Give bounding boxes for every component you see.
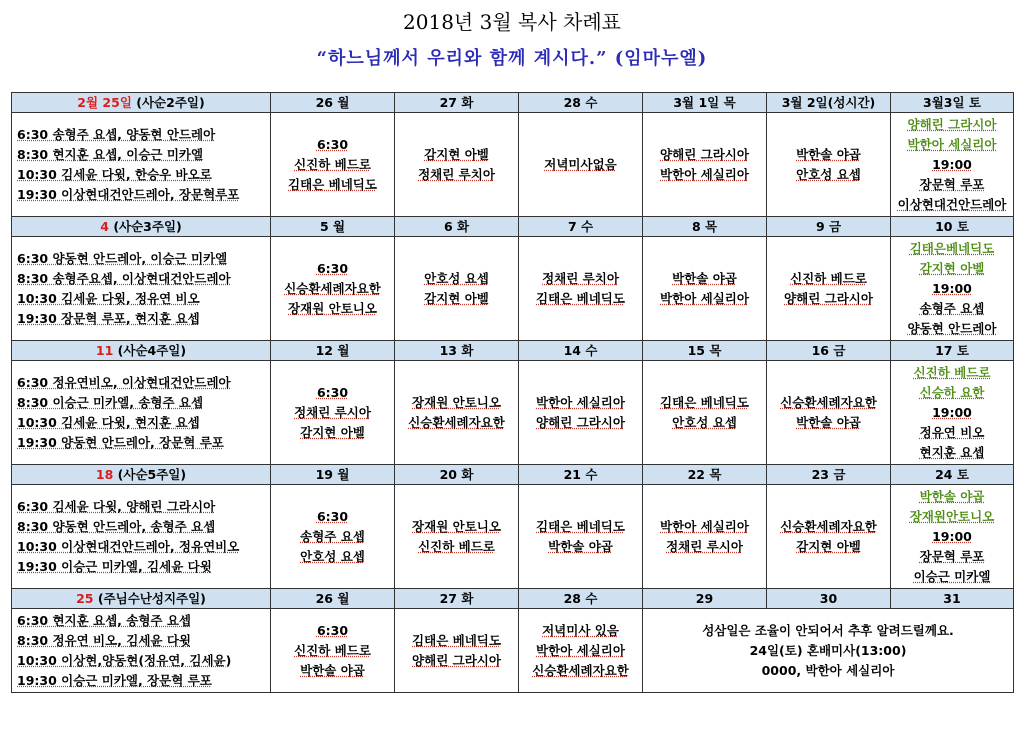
cell-line: 19:30 양동현 안드레아, 장문혁 루포	[17, 434, 224, 450]
cell-line: 19:00	[932, 156, 972, 172]
sunday-date: 25	[76, 590, 94, 606]
day-assignments-thu	[643, 361, 767, 465]
sunday-date: 4	[100, 218, 109, 234]
cell-line: 신승환세례자요한	[532, 662, 629, 678]
cell-line: 신승환세례자요한	[408, 414, 505, 430]
cell-line: 6:30 양동현 안드레아, 이승근 미카엘	[17, 250, 228, 266]
day-assignments-sat	[891, 237, 1014, 341]
cell-line: 안호성 요셉	[424, 270, 489, 286]
cell-line: 6:30 정유연비오, 이상현대건안드레아	[17, 374, 231, 390]
cell-line: 김태은 베네딕도	[536, 518, 625, 534]
cell-line: 정채린 루시아	[294, 404, 371, 420]
cell-line: 신진하 베드로	[294, 156, 371, 172]
cell-line: 양해린 그라시아	[784, 290, 873, 306]
cell-line: 감지현 아벨	[300, 424, 365, 440]
page-subtitle: “하느님께서 우리와 함께 계시다.” (임마누엘)	[316, 48, 708, 69]
cell-line: 박한아 세실리아	[536, 642, 625, 658]
day-header: 13 화	[395, 341, 519, 361]
cell-line: 신진하 베드로	[913, 364, 991, 380]
page-title: 2018년 3월 복사 차례표	[403, 10, 621, 34]
day-header: 15 목	[643, 341, 767, 361]
cell-line: 정유연 비오	[919, 424, 985, 440]
cell-line: 박한솔 야곱	[919, 488, 985, 504]
sunday-date: 11	[95, 342, 114, 358]
cell-line: 8:30 정유연 비오, 김세윤 다윗	[17, 632, 191, 648]
cell-line: 현지훈 요셉	[919, 444, 985, 460]
cell-line: 19:30 이승근 미카엘, 김세윤 다윗	[17, 558, 212, 574]
cell-line: 성삼일은 조율이 안되어서 추후 알려드릴께요.	[702, 622, 954, 638]
day-header: 30	[767, 589, 891, 609]
cell-line: 김태은 베네딕도	[412, 632, 501, 648]
day-assignments-tue	[395, 609, 519, 693]
cell-line: 저녁미사 있음	[542, 622, 619, 638]
day-assignments-thu	[643, 485, 767, 589]
cell-line: 정채린 루시아	[666, 538, 743, 554]
day-assignments-tue	[395, 485, 519, 589]
day-header: 23 금	[767, 465, 891, 485]
day-header: 22 목	[643, 465, 767, 485]
cell-line: 감지현 아벨	[796, 538, 861, 554]
cell-line: 장재원 안토니오	[412, 394, 501, 410]
cell-line: 6:30 김세윤 다윗, 양해린 그라시아	[17, 498, 216, 514]
day-header: 6 화	[395, 217, 519, 237]
cell-line: 박한솔 야곱	[796, 146, 861, 162]
day-assignments-wed	[519, 609, 643, 693]
day-assignments-mon	[271, 361, 395, 465]
cell-line: 안호성 요셉	[796, 166, 861, 182]
day-header: 5 월	[271, 217, 395, 237]
day-assignments-wed	[519, 485, 643, 589]
cell-line: 신승환세례자요한	[284, 280, 381, 296]
cell-line: 정채린 루치아	[542, 270, 619, 286]
day-header: 26 월	[271, 93, 395, 113]
sunday-name: (사순4주일)	[117, 342, 187, 358]
cell-line: 19:30 이상현대건안드레아, 장문혁루포	[17, 186, 240, 202]
day-assignments-mon	[271, 237, 395, 341]
cell-line: 10:30 이상현대건안드레아, 정유연비오	[17, 538, 240, 554]
sunday-assignments	[12, 485, 271, 589]
day-header: 28 수	[519, 93, 643, 113]
week-body-row	[12, 237, 1014, 341]
week-header-row	[12, 341, 1014, 361]
cell-line: 감지현 아벨	[919, 260, 985, 276]
cell-line: 19:30 이승근 미카엘, 장문혁 루포	[17, 672, 212, 688]
sunday-assignments	[12, 361, 271, 465]
cell-line: 6:30	[316, 508, 349, 524]
cell-line: 신진하 베드로	[294, 642, 371, 658]
day-assignments-fri	[767, 113, 891, 217]
holy-triduum-notice	[643, 609, 1014, 693]
sunday-header	[12, 465, 271, 485]
day-header: 3월 2일(성시간)	[767, 93, 891, 113]
day-assignments-wed	[519, 113, 643, 217]
cell-line: 박한아 세실리아	[907, 136, 997, 152]
sunday-name: (사순2주일)	[136, 94, 205, 110]
day-header: 27 화	[395, 93, 519, 113]
cell-line: 8:30 송형주요셉, 이상현대건안드레아	[17, 270, 231, 286]
week-header-row	[12, 217, 1014, 237]
cell-line: 24일(토) 혼배미사(13:00)	[749, 642, 907, 658]
day-header: 3월3일 토	[891, 93, 1014, 113]
cell-line: 8:30 양동현 안드레아, 송형주 요셉	[17, 518, 216, 534]
day-assignments-thu	[643, 113, 767, 217]
cell-line: 안호성 요셉	[300, 548, 365, 564]
cell-line: 김태은베네딕도	[909, 240, 995, 256]
cell-line: 박한솔 야곱	[672, 270, 737, 286]
day-header: 8 목	[643, 217, 767, 237]
week-body-row	[12, 485, 1014, 589]
day-header: 17 토	[891, 341, 1014, 361]
sunday-name: (사순5주일)	[117, 466, 187, 482]
cell-line: 양해린 그라시아	[907, 116, 997, 132]
cell-line: 19:00	[932, 528, 972, 544]
day-header: 10 토	[891, 217, 1014, 237]
cell-line: 신진하 베드로	[418, 538, 495, 554]
cell-line: 장문혁 루포	[919, 548, 985, 564]
cell-line: 6:30	[316, 260, 349, 276]
cell-line: 6:30	[316, 622, 349, 638]
cell-line: 10:30 김세윤 다윗, 한승우 바오로	[17, 166, 212, 182]
cell-line: 신승환세례자요한	[780, 394, 877, 410]
cell-line: 신진하 베드로	[790, 270, 867, 286]
sunday-assignments	[12, 609, 271, 693]
day-header: 26 월	[271, 589, 395, 609]
day-assignments-fri	[767, 485, 891, 589]
day-header: 7 수	[519, 217, 643, 237]
cell-line: 김태은 베네딕도	[288, 176, 377, 192]
cell-line: 박한아 세실리아	[660, 518, 749, 534]
schedule-table	[11, 92, 1014, 693]
day-header: 12 월	[271, 341, 395, 361]
cell-line: 이승근 미카엘	[913, 568, 991, 584]
week-body-row	[12, 361, 1014, 465]
cell-line: 장재원안토니오	[909, 508, 995, 524]
day-header: 19 월	[271, 465, 395, 485]
cell-line: 6:30 송형주 요셉, 양동현 안드레아	[17, 126, 216, 142]
cell-line: 장재원 안토니오	[412, 518, 501, 534]
cell-line: 장재원 안토니오	[288, 300, 377, 316]
cell-line: 19:00	[932, 280, 972, 296]
cell-line: 8:30 이승근 미카엘, 송형주 요셉	[17, 394, 204, 410]
cell-line: 김태은 베네딕도	[660, 394, 749, 410]
cell-line: 양동현 안드레아	[907, 320, 997, 336]
sunday-date: 18	[95, 466, 114, 482]
cell-line: 6:30	[316, 136, 349, 152]
day-header: 31	[891, 589, 1014, 609]
sunday-assignments	[12, 113, 271, 217]
cell-line: 장문혁 루포	[919, 176, 985, 192]
day-assignments-mon	[271, 609, 395, 693]
day-assignments-fri	[767, 237, 891, 341]
cell-line: 저녁미사없음	[544, 156, 617, 172]
day-header: 16 금	[767, 341, 891, 361]
sunday-header	[12, 217, 271, 237]
day-header: 24 토	[891, 465, 1014, 485]
cell-line: 이상현대건안드레아	[897, 196, 1007, 212]
day-assignments-mon	[271, 485, 395, 589]
cell-line: 10:30 김세윤 다윗, 정유연 비오	[17, 290, 200, 306]
cell-line: 0000, 박한아 세실리아	[761, 662, 895, 678]
cell-line: 10:30 김세윤 다윗, 현지훈 요셉	[17, 414, 200, 430]
cell-line: 8:30 현지훈 요셉, 이승근 미카엘	[17, 146, 204, 162]
cell-line: 6:30 현지훈 요셉, 송형주 요셉	[17, 612, 191, 628]
sunday-assignments	[12, 237, 271, 341]
cell-line: 감지현 아벨	[424, 146, 489, 162]
cell-line: 박한아 세실리아	[660, 290, 749, 306]
cell-line: 10:30 이상현,양동현(정유연, 김세윤)	[17, 652, 232, 668]
cell-line: 양해린 그라시아	[660, 146, 749, 162]
day-assignments-fri	[767, 361, 891, 465]
sunday-name: (주님수난성지주일)	[97, 590, 206, 606]
day-header: 14 수	[519, 341, 643, 361]
sunday-header	[12, 589, 271, 609]
week-header-row	[12, 589, 1014, 609]
cell-line: 양해린 그라시아	[412, 652, 501, 668]
day-header: 3월 1일 목	[643, 93, 767, 113]
sunday-name: (사순3주일)	[113, 218, 182, 234]
cell-line: 송형주 요셉	[919, 300, 985, 316]
cell-line: 신승환세례자요한	[780, 518, 877, 534]
week-header-row	[12, 465, 1014, 485]
cell-line: 감지현 아벨	[424, 290, 489, 306]
cell-line: 6:30	[316, 384, 349, 400]
day-assignments-thu	[643, 237, 767, 341]
day-assignments-mon	[271, 113, 395, 217]
week-body-row	[12, 113, 1014, 217]
day-assignments-sat	[891, 361, 1014, 465]
day-assignments-wed	[519, 361, 643, 465]
day-assignments-tue	[395, 113, 519, 217]
day-assignments-sat	[891, 485, 1014, 589]
cell-line: 신승하 요한	[919, 384, 985, 400]
day-assignments-tue	[395, 237, 519, 341]
day-assignments-wed	[519, 237, 643, 341]
cell-line: 박한솔 야곱	[548, 538, 613, 554]
day-header: 28 수	[519, 589, 643, 609]
sunday-header	[12, 93, 271, 113]
day-header: 27 화	[395, 589, 519, 609]
day-assignments-tue	[395, 361, 519, 465]
day-assignments-sat	[891, 113, 1014, 217]
day-header: 9 금	[767, 217, 891, 237]
cell-line: 박한솔 야곱	[796, 414, 861, 430]
cell-line: 송형주 요셉	[300, 528, 365, 544]
day-header: 29	[643, 589, 767, 609]
cell-line: 19:30 장문혁 루포, 현지훈 요셉	[17, 310, 200, 326]
cell-line: 안호성 요셉	[672, 414, 737, 430]
day-header: 20 화	[395, 465, 519, 485]
cell-line: 박한아 세실리아	[660, 166, 749, 182]
week-header-row	[12, 93, 1014, 113]
cell-line: 김태은 베네딕도	[536, 290, 625, 306]
cell-line: 양해린 그라시아	[536, 414, 625, 430]
cell-line: 정채린 루치아	[418, 166, 495, 182]
cell-line: 19:00	[932, 404, 972, 420]
sunday-date: 2월 25일	[77, 94, 132, 110]
week-body-row	[12, 609, 1014, 693]
cell-line: 박한솔 야곱	[300, 662, 365, 678]
sunday-header	[12, 341, 271, 361]
cell-line: 박한아 세실리아	[536, 394, 625, 410]
day-header: 21 수	[519, 465, 643, 485]
